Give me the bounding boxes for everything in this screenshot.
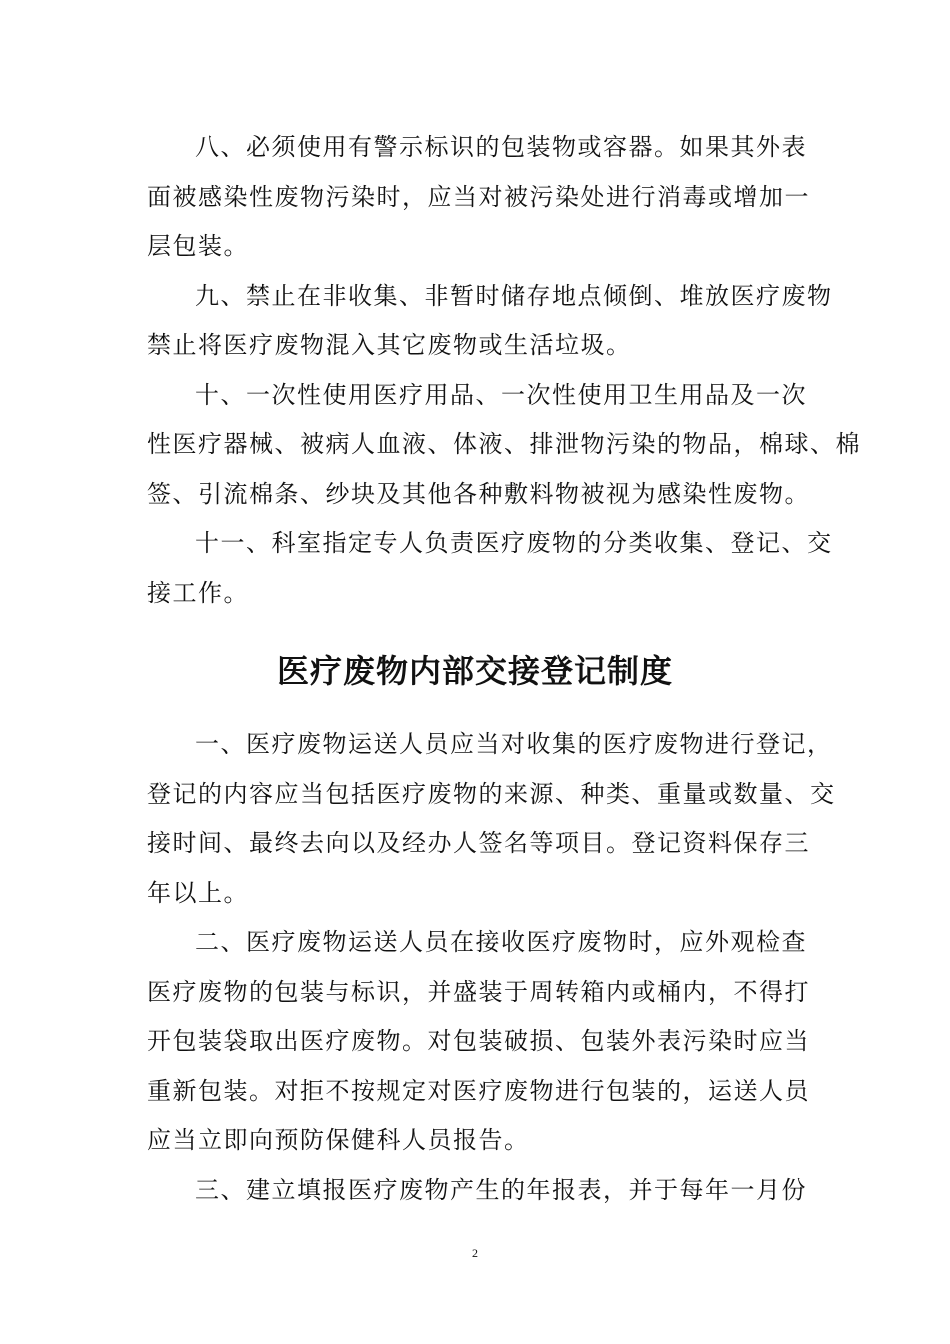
para-line: 九、禁止在非收集、非暂时储存地点倾倒、堆放医疗废物 (195, 281, 833, 310)
para-line: 签、引流棉条、纱块及其他各种敷料物被视为感染性废物。 (147, 479, 810, 508)
para-line: 应当立即向预防保健科人员报告。 (147, 1126, 530, 1154)
para-line: 接时间、最终去向以及经办人签名等项目。登记资料保存三 (147, 829, 810, 857)
para-line: 医疗废物的包装与标识，并盛装于周转箱内或桶内，不得打 (147, 977, 810, 1006)
para-line: 年以上。 (147, 878, 249, 907)
page-number: 2 (472, 1246, 478, 1260)
para-line: 性医疗器械、被病人血液、体液、排泄物污染的物品，棉球、棉 (147, 430, 861, 458)
section-a (147, 123, 861, 618)
para-line: 接工作。 (147, 578, 249, 607)
para-line: 层包装。 (147, 232, 249, 260)
para-line: 开包装袋取出医疗废物。对包装破损、包装外表污染时应当 (147, 1027, 810, 1055)
section-b (147, 720, 836, 1215)
para-line: 重新包装。对拒不按规定对医疗废物进行包装的，运送人员 (147, 1076, 810, 1105)
para-line: 登记的内容应当包括医疗废物的来源、种类、重量或数量、交 (147, 779, 836, 808)
para-line: 八、必须使用有警示标识的包装物或容器。如果其外表 (195, 133, 807, 161)
para-line: 二、医疗废物运送人员在接收医疗废物时，应外观检查 (195, 928, 807, 956)
para-line: 面被感染性废物污染时，应当对被污染处进行消毒或增加一 (147, 182, 810, 211)
para-line: 一、医疗废物运送人员应当对收集的医疗废物进行登记， (195, 730, 833, 758)
para-line: 十、一次性使用医疗用品、一次性使用卫生用品及一次 (195, 380, 807, 409)
para-line: 十一、科室指定专人负责医疗废物的分类收集、登记、交 (195, 529, 833, 557)
para-line: 三、建立填报医疗废物产生的年报表，并于每年一月份 (195, 1175, 807, 1204)
para-line: 禁止将医疗废物混入其它废物或生活垃圾。 (147, 331, 632, 359)
section-title: 医疗废物内部交接登记制度 (276, 652, 673, 690)
